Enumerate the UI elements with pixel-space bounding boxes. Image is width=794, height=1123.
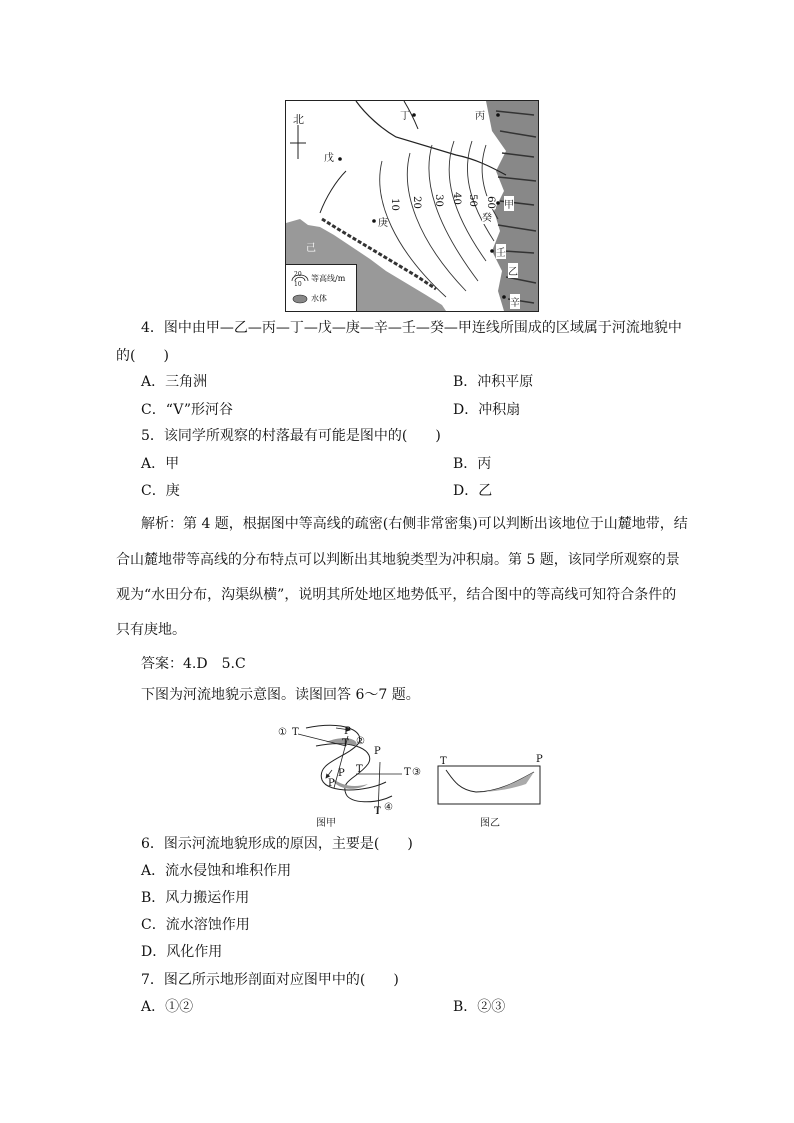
profile-box xyxy=(438,766,540,804)
contour-label-10: 10 xyxy=(388,198,400,211)
q5-option-b[interactable]: B．丙 xyxy=(453,456,492,472)
analysis-line2: 合山麓地带等高线的分布特点可以判断出其地貌类型为冲积扇。第 5 题，该同学所观察的景 xyxy=(116,552,680,568)
q5-option-a[interactable]: A．甲 xyxy=(141,456,180,472)
place-ren: 壬 xyxy=(496,244,506,259)
contour-label-50: 50 xyxy=(466,194,478,207)
place-bing: 丙 xyxy=(475,111,485,122)
label-t2: T xyxy=(342,738,349,749)
river-left xyxy=(320,171,346,213)
contour-label-20: 20 xyxy=(410,196,422,209)
dot-geng xyxy=(372,219,376,223)
label-p3: P xyxy=(338,768,345,779)
label-p1: P xyxy=(344,726,351,737)
label-n2: ② xyxy=(356,736,365,747)
q4-option-a[interactable]: A．三角洲 xyxy=(141,374,208,390)
q6-option-b[interactable]: B．风力搬运作用 xyxy=(141,890,250,906)
label-t1: T xyxy=(292,727,299,738)
contour-30 xyxy=(429,145,478,281)
label-profile-t: T xyxy=(440,756,447,767)
label-t5: T xyxy=(374,806,381,817)
river-figure xyxy=(276,722,546,830)
analysis-line1: 解析：第 4 题，根据图中等高线的疏密(右侧非常密集)可以判断出该地位于山麓地带，结 xyxy=(141,516,688,532)
q7-option-b[interactable]: B．②③ xyxy=(453,999,506,1015)
alluvial-fan-map xyxy=(285,100,539,312)
q6-option-a[interactable]: A．流水侵蚀和堆积作用 xyxy=(141,863,292,879)
q6-option-d[interactable]: D．风化作用 xyxy=(141,944,223,960)
legend-contour-top: 20 xyxy=(294,271,302,278)
q5-option-c[interactable]: C．庚 xyxy=(141,483,180,499)
answer-line: 答案：4.D 5.C xyxy=(141,656,246,672)
analysis-line4: 只有庚地。 xyxy=(116,622,186,638)
dot-jia xyxy=(496,201,500,205)
dot-ren xyxy=(490,249,494,253)
label-t3: T xyxy=(356,764,363,775)
place-xin: 辛 xyxy=(510,294,520,309)
label-n3: ③ xyxy=(412,767,421,778)
contour-label-60: 60 xyxy=(484,196,496,209)
place-ding: 丁 xyxy=(400,111,410,122)
place-ji: 己 xyxy=(306,243,316,254)
place-wu: 戊 xyxy=(324,153,334,164)
label-profile-p: P xyxy=(536,754,543,765)
dot-wu xyxy=(338,157,342,161)
legend-water-label: 水体 xyxy=(311,294,327,303)
label-p2: P xyxy=(374,746,381,757)
contour-20 xyxy=(407,153,466,291)
label-n4: ④ xyxy=(384,802,393,813)
q5-option-d[interactable]: D．乙 xyxy=(453,483,493,499)
intro-q6-q7: 下图为河流地貌示意图。读图回答 6～7 题。 xyxy=(141,687,420,703)
place-geng: 庚 xyxy=(378,218,388,229)
dot-ding xyxy=(412,113,416,117)
map-legend xyxy=(286,264,357,311)
q5-stem: 5．该同学所观察的村落最有可能是图中的( ) xyxy=(141,428,441,444)
caption-yi: 图乙 xyxy=(480,818,500,829)
legend-contour-bottom: 10 xyxy=(294,281,302,288)
q7-stem: 7．图乙所示地形剖面对应图甲中的( ) xyxy=(141,972,399,988)
dot-bing xyxy=(496,113,500,117)
label-p4: P xyxy=(328,778,335,789)
place-jia: 甲 xyxy=(504,196,514,211)
label-n1: ① xyxy=(278,727,287,738)
contour-label-40: 40 xyxy=(450,192,462,205)
legend-water-icon xyxy=(293,295,307,303)
dot-xin xyxy=(502,295,506,299)
q7-option-a[interactable]: A．①② xyxy=(141,999,194,1015)
north-label: 北 xyxy=(293,113,304,126)
analysis-line3: 观为“水田分布，沟渠纵横”，说明其所处地区地势低平，结合图中的等高线可知符合条件的 xyxy=(116,587,677,603)
caption-jia: 图甲 xyxy=(316,818,336,829)
q6-stem: 6．图示河流地貌形成的原因，主要是( ) xyxy=(141,836,413,852)
contour-label-30: 30 xyxy=(432,194,444,207)
q4-option-b[interactable]: B．冲积平原 xyxy=(453,374,534,390)
place-yi: 乙 xyxy=(508,263,518,278)
contour-50 xyxy=(467,141,494,241)
q4-option-c[interactable]: C．“V”形河谷 xyxy=(141,402,234,418)
place-gui: 癸 xyxy=(482,209,492,224)
q4-option-d[interactable]: D．冲积扇 xyxy=(453,402,521,418)
q4-stem-line2: 的( ) xyxy=(116,348,169,364)
q4-stem-line1: 4．图中由甲—乙—丙—丁—戊—庚—辛—壬—癸—甲连线所围成的区域属于河流地貌中 xyxy=(141,320,682,336)
label-t4: T xyxy=(404,767,411,778)
legend-contour-label: 等高线/m xyxy=(311,274,346,283)
q6-option-c[interactable]: C．流水溶蚀作用 xyxy=(141,917,250,933)
